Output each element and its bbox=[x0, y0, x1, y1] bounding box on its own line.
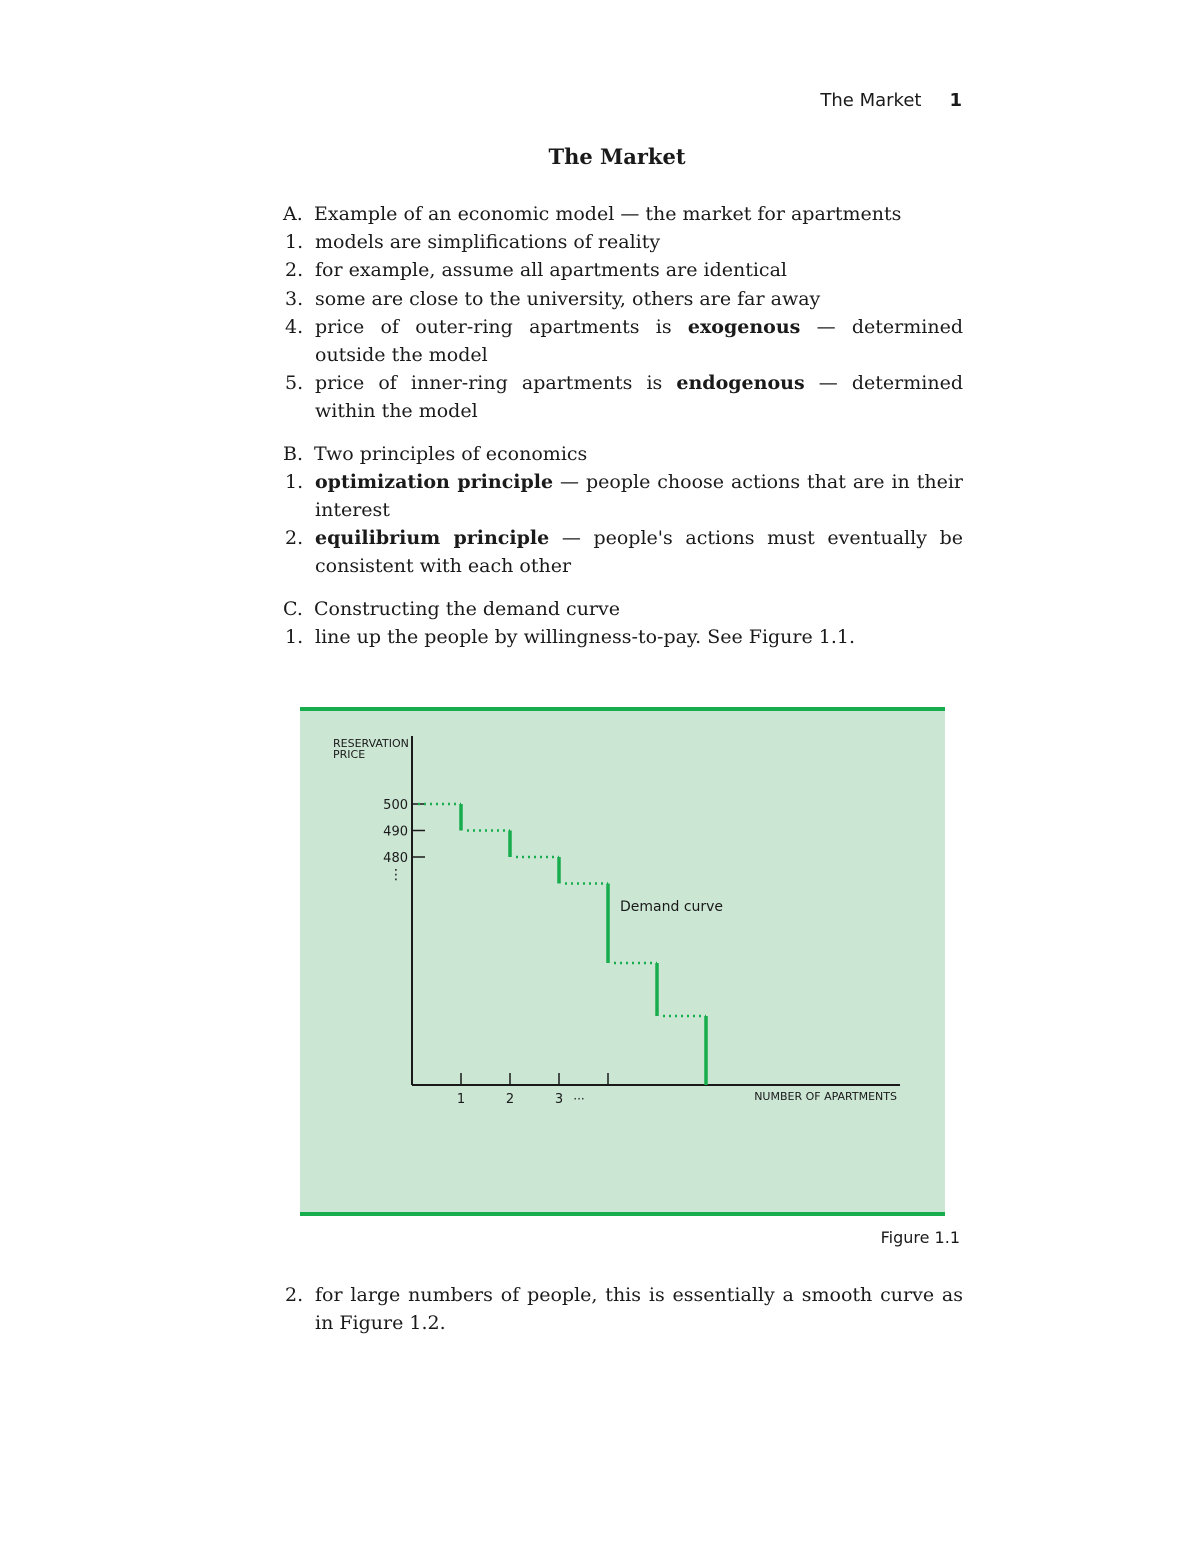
y-axis-label-line2: PRICE bbox=[333, 748, 366, 761]
list-item bbox=[283, 1281, 963, 1337]
x-tick-label: 3 bbox=[554, 1092, 564, 1107]
section-heading: Constructing the demand curve bbox=[314, 597, 620, 620]
figure-panel bbox=[300, 707, 945, 1216]
page-number: 1 bbox=[949, 90, 962, 111]
item-number: 3. bbox=[285, 287, 304, 310]
section-b bbox=[283, 440, 963, 581]
y-tick-label: 490 bbox=[383, 824, 408, 840]
item-number: 1. bbox=[285, 470, 304, 493]
term-optimization-principle: optimization principle bbox=[315, 470, 554, 493]
item-number: 1. bbox=[285, 625, 304, 648]
item-text: optimization principle — people choose actions that are in their interest bbox=[315, 470, 963, 522]
section-a bbox=[283, 200, 963, 426]
list-item bbox=[283, 313, 963, 369]
item-number: 4. bbox=[285, 315, 304, 338]
x-tick-label: 2 bbox=[505, 1092, 515, 1107]
demand-curve-annotation: Demand curve bbox=[620, 899, 724, 915]
y-axis-label-line1: RESERVATION bbox=[333, 737, 409, 750]
list-item bbox=[283, 228, 963, 256]
item-text: line up the people by willingness-to-pay. See Figure 1.1. bbox=[315, 625, 856, 648]
term-endogenous: endogenous bbox=[676, 372, 805, 395]
section-label: B. bbox=[283, 442, 304, 465]
item-text: for large numbers of people, this is essentially a smooth curve as in Figure 1.2. bbox=[315, 1284, 963, 1335]
list-item bbox=[283, 524, 963, 580]
item-text: price of outer-ring apartments is exogenous — determined outside the model bbox=[315, 315, 963, 367]
list-item bbox=[283, 285, 963, 313]
item-number: 1. bbox=[285, 231, 304, 254]
x-tick-ellipsis: ··· bbox=[573, 1092, 585, 1106]
section-heading: Example of an economic model — the market for apartments bbox=[314, 203, 902, 225]
page-title: The Market bbox=[548, 144, 686, 169]
y-tick-label: 500 bbox=[383, 798, 408, 813]
y-tick-label: 480 bbox=[383, 851, 408, 866]
x-axis-label: NUMBER OF APARTMENTS bbox=[754, 1090, 897, 1103]
term-equilibrium-principle: equilibrium principle bbox=[315, 527, 550, 550]
item-number: 2. bbox=[285, 527, 304, 550]
running-head bbox=[820, 90, 962, 111]
list-item bbox=[283, 468, 963, 524]
item-text: models are simplifications of reality bbox=[315, 231, 661, 254]
item-number: 5. bbox=[285, 372, 304, 395]
y-tick-ellipsis: ⋮ bbox=[389, 867, 403, 883]
term-exogenous: exogenous bbox=[687, 315, 801, 338]
item-text: some are close to the university, others are far away bbox=[315, 287, 821, 310]
outline bbox=[283, 200, 963, 651]
section-c bbox=[283, 595, 963, 651]
figure-caption: Figure 1.1 bbox=[880, 1228, 960, 1247]
section-label: C. bbox=[283, 597, 303, 620]
list-item bbox=[283, 256, 963, 284]
section-label: A. bbox=[283, 203, 303, 225]
section-heading: Two principles of economics bbox=[314, 442, 588, 465]
list-item bbox=[283, 623, 963, 651]
item-text: for example, assume all apartments are identical bbox=[315, 259, 787, 282]
item-number: 2. bbox=[285, 1284, 304, 1306]
item-text: price of inner-ring apartments is endogenous — determined within the model bbox=[315, 372, 963, 423]
outline-continued bbox=[283, 1281, 963, 1337]
running-title: The Market bbox=[820, 90, 922, 111]
item-text: equilibrium principle — people's actions must eventually be consistent with each other bbox=[315, 527, 963, 578]
item-number: 2. bbox=[285, 259, 304, 282]
x-tick-label: 1 bbox=[456, 1092, 466, 1107]
demand-curve-chart bbox=[300, 711, 945, 1220]
list-item bbox=[283, 369, 963, 425]
